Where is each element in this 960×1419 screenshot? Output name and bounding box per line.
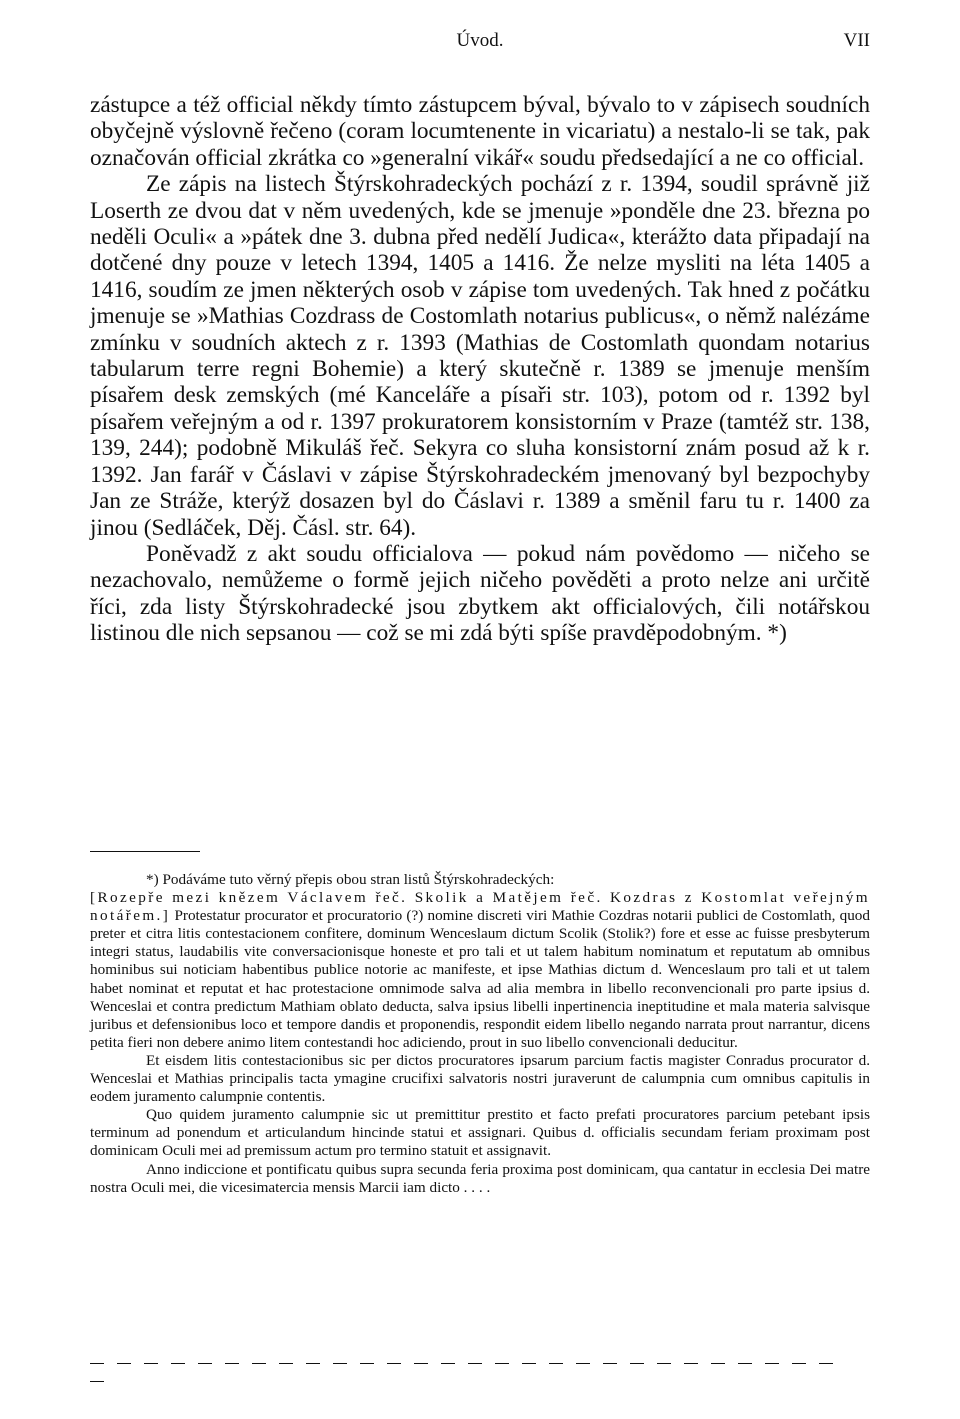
- dash-mark: [549, 1363, 563, 1364]
- running-header: [0, 30, 960, 56]
- dash-mark: [441, 1363, 455, 1364]
- page-number: VII: [843, 30, 870, 51]
- dash-mark: [90, 1381, 104, 1382]
- footnote-paragraph-1-text: Protestatur procurator et procuratorio (?) nomine discreti viri Mathie Cozdras notarii publici de Costomlath, quod preter et citra litis contestacionem confitere, dominum Wenceslaum dictum Scolik (Stolik?) fore et esse ac fuisse presbyterum integri status, laudabilis vite conversacionisque honeste et pro tali et ut talem habitum nominatum et reputatum ab omnibus hominibus sui noticiam habentibus publice notorie ac manifeste, et ipse Mathias dictum d. Wenceslaum pro tali et ut talem habet nominat et reputat et hac protestacione omnimode salva ad alia membra in libello reconvencionali pro parte ipsius d. Wenceslai et contra predictum Mathiam oblato deducta, salva ipsius libelli inpertinencia ineptitudine et mala materia salvisque juribus et defensionibus loco et tempore dandis et proponendis, respondit eidem libello negando narrata prout narrantur, dicens petita fieri non debere animo litem contestandi hoc adiciendo, prout in suo libello convencionali deducitur.: [90, 907, 870, 1051]
- dash-mark: [792, 1363, 806, 1364]
- dash-mark: [765, 1363, 779, 1364]
- main-text: [90, 92, 870, 647]
- dash-mark: [684, 1363, 698, 1364]
- dash-mark: [576, 1363, 590, 1364]
- dash-mark: [171, 1363, 185, 1364]
- running-title: Úvod.: [456, 30, 504, 51]
- paragraph-conclusion: Poněvadž z akt soudu officialova — pokud nám povědomo — ničeho se nezachovalo, nemůžeme o formě jejich ničeho pověděti a proto nelze ani určitě říci, zda listy Štýrskohradecké jsou zbytkem akt officialových, čili notářskou listinou dle nich sepsanou — což se mi zdá býti spíše pravděpodobným. *): [90, 540, 870, 647]
- dash-mark: [90, 1363, 104, 1364]
- dash-mark: [738, 1363, 752, 1364]
- footnote-paragraph-2: Et eisdem litis contestacionibus sic per dictos procuratores ipsarum parcium factis magister Conradus procurator d. Wenceslai et Mathias principalis tacta ymagine crucifixi salvatoris nostri juraverunt de calumpnia cum omnibus capitulis in eodem juramento calumpnie contentis.: [90, 1051, 870, 1106]
- dash-mark: [360, 1363, 374, 1364]
- dash-mark: [279, 1363, 293, 1364]
- dash-mark: [495, 1363, 509, 1364]
- paragraph-dating: Ze zápis na listech Štýrskohradeckých pochází z r. 1394, soudil správně již Loserth ze dvou dat v něm uvedených, kde se jmenuje »ponděle dne 23. března po neděli Oculi« a »pátek dne 3. dubna před nedělí Judica«, kterážto data připadají na dotčené dny pouze v letech 1394, 1405 a 1416. Že nelze mysliti na léta 1405 a 1416, soudím ze jmen některých osob v zápise tom uvedených. Tak hned z počátku jmenuje se »Mathias Cozdrass de Costomlath notarius publicus«, o němž nalézáme zmínku v soudních aktech z r. 1393 (Mathias de Costomlath quondam notarius tabularum terre regni Bohemie) a který skutečně r. 1389 se jmenuje menším písařem desk zemských (mé Kanceláře a písaři str. 103), potom od r. 1392 byl písařem veřejným a od r. 1397 prokuratorem konsistorním v Praze (tamtéž str. 138, 139, 244); podobně Mikuláš řeč. Sekyra co sluha konsistorní znám posud až k r. 1392. Jan farář v Čáslavi v zápise Štýrskohradeckém jmenovaný byl bezpochyby Jan ze Stráže, kterýž dosazen byl do Čáslavi r. 1389 a směnil faru tu r. 1400 za jinou (Sedláček, Děj. Čásl. str. 64).: [90, 171, 870, 541]
- footnote-intro: *) Podáváme tuto věrný přepis obou stran listů Štýrskohradeckých:: [146, 871, 555, 888]
- footnote-paragraph-1: [90, 889, 870, 1052]
- footnote-paragraph-3: Quo quidem juramento calumpnie sic ut premittitur prestito et facto prefati procuratores parcium petebant ipsis terminum ad ponendum et articulandum hincinde statui et assignari. Quibus d. officialis secundam feriam proximam post dominicam Oculi mei ad premissum actum pro termino statuit et assignavit.: [90, 1106, 870, 1160]
- dash-mark: [522, 1363, 536, 1364]
- footnote-separator: [90, 851, 200, 852]
- dash-mark: [306, 1363, 320, 1364]
- dash-mark: [144, 1363, 158, 1364]
- paragraph-continuation: zástupce a též official někdy tímto zástupcem býval, bývalo to v zápisech soudních obyčejně výslovně řečeno (coram locumtenente in vicariatu) a nestalo-li se tak, pak označován official zkrátka co »generalní vikář« soudu předsedající a ne co official.: [90, 92, 870, 171]
- dash-mark: [225, 1363, 239, 1364]
- dash-mark: [603, 1363, 617, 1364]
- footnote-heading: [Rozepře mezi knězem Václavem řeč. Skolik a Matějem řeč. Kozdras z Kostomlat veřejným notářem.]: [90, 889, 870, 925]
- dash-mark: [387, 1363, 401, 1364]
- footnote: [90, 871, 870, 1197]
- dash-mark: [630, 1363, 644, 1364]
- dash-mark: [414, 1363, 428, 1364]
- dash-mark: [711, 1363, 725, 1364]
- dash-mark: [198, 1363, 212, 1364]
- ellipsis-dash-row: [90, 1363, 870, 1367]
- dash-mark: [117, 1363, 131, 1364]
- dash-mark: [657, 1363, 671, 1364]
- dash-mark: [333, 1363, 347, 1364]
- dash-mark: [468, 1363, 482, 1364]
- dash-mark: [819, 1363, 833, 1364]
- dash-mark: [252, 1363, 266, 1364]
- footnote-paragraph-4: Anno indiccione et pontificatu quibus supra secunda feria proxima post dominicam, qua cantatur in ecclesia Dei matre nostra Oculi mei, die vicesimatercia mensis Marcii iam dicto . . . .: [90, 1160, 870, 1196]
